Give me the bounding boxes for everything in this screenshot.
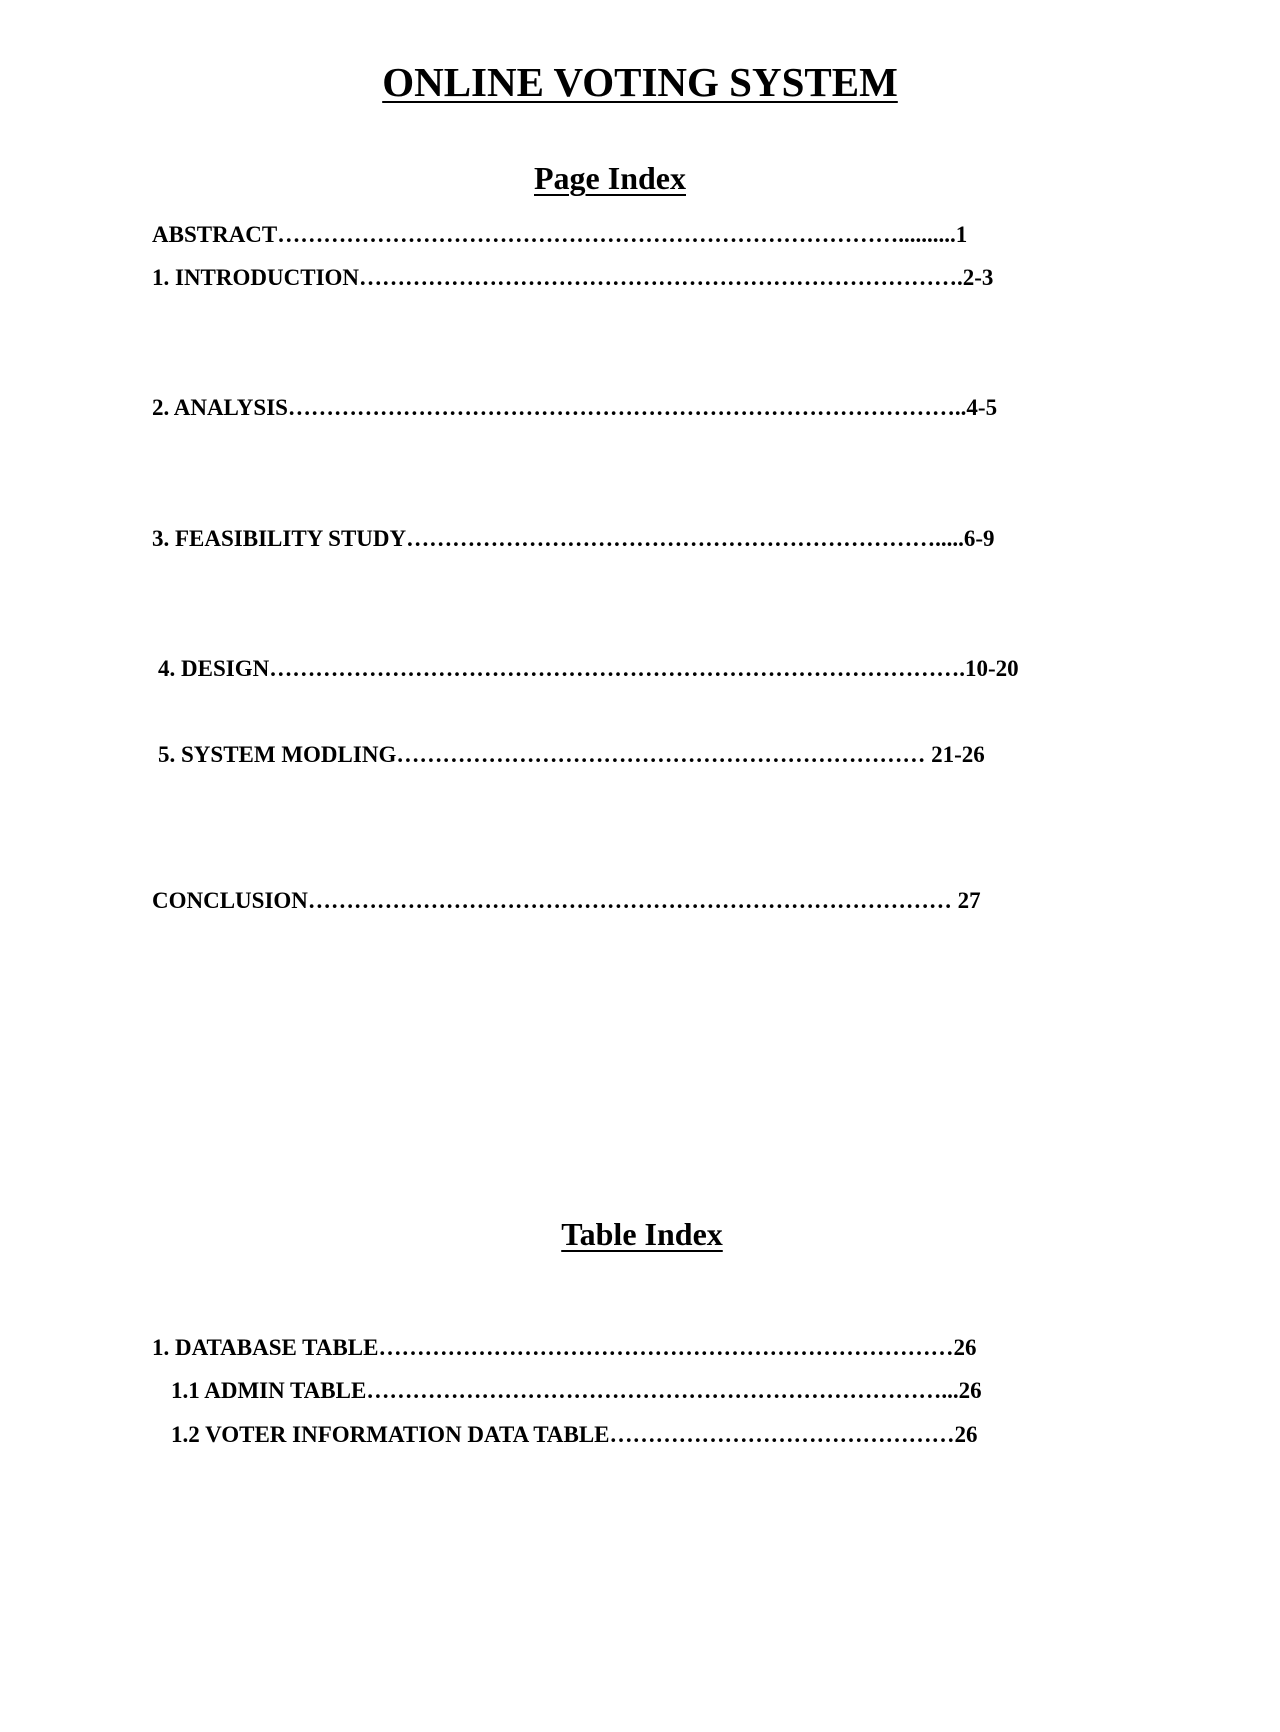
table-index-entry-database-table	[152, 1336, 976, 1359]
toc-entry-text: 3. FEASIBILITY STUDY…………………………………………………………….....6-9	[152, 526, 995, 551]
table-index-heading: Table Index	[561, 1216, 723, 1252]
toc-entry-conclusion	[152, 889, 981, 912]
toc-entry-text: 5. SYSTEM MODLING…………………………………………………………… 21-26	[158, 742, 985, 767]
document-title: ONLINE VOTING SYSTEM	[382, 59, 898, 105]
toc-entry-feasibility-study	[152, 527, 995, 550]
toc-entry-text: CONCLUSION………………………………………………………………………… 27	[152, 888, 981, 913]
toc-entry-text: 1. DATABASE TABLE…………………………………………………………………26	[152, 1335, 977, 1360]
toc-entry-design	[158, 657, 1019, 680]
page-index-heading: Page Index	[534, 160, 686, 196]
toc-entry-text: 1.1 ADMIN TABLE…………………………………………………………………...26	[171, 1378, 982, 1403]
toc-entry-introduction	[152, 266, 993, 289]
table-index-entry-admin-table	[171, 1379, 982, 1402]
toc-entry-analysis	[152, 396, 997, 419]
toc-entry-text: 1. INTRODUCTION…………………………………………………………………….2-3	[152, 265, 994, 290]
toc-entry-text: 1.2 VOTER INFORMATION DATA TABLE………………………………………26	[171, 1422, 978, 1447]
toc-entry-abstract	[152, 223, 967, 246]
toc-entry-text: 4. DESIGN……………………………………………………………………………….10-20	[158, 656, 1019, 681]
toc-entry-system-modling	[158, 743, 985, 766]
toc-entry-text: 2. ANALYSIS……………………………………………………………………………..4-5	[152, 395, 998, 420]
table-index-entry-voter-information-table	[171, 1423, 978, 1446]
toc-entry-text: ABSTRACT………………………………………………………………………..........1	[152, 222, 968, 247]
